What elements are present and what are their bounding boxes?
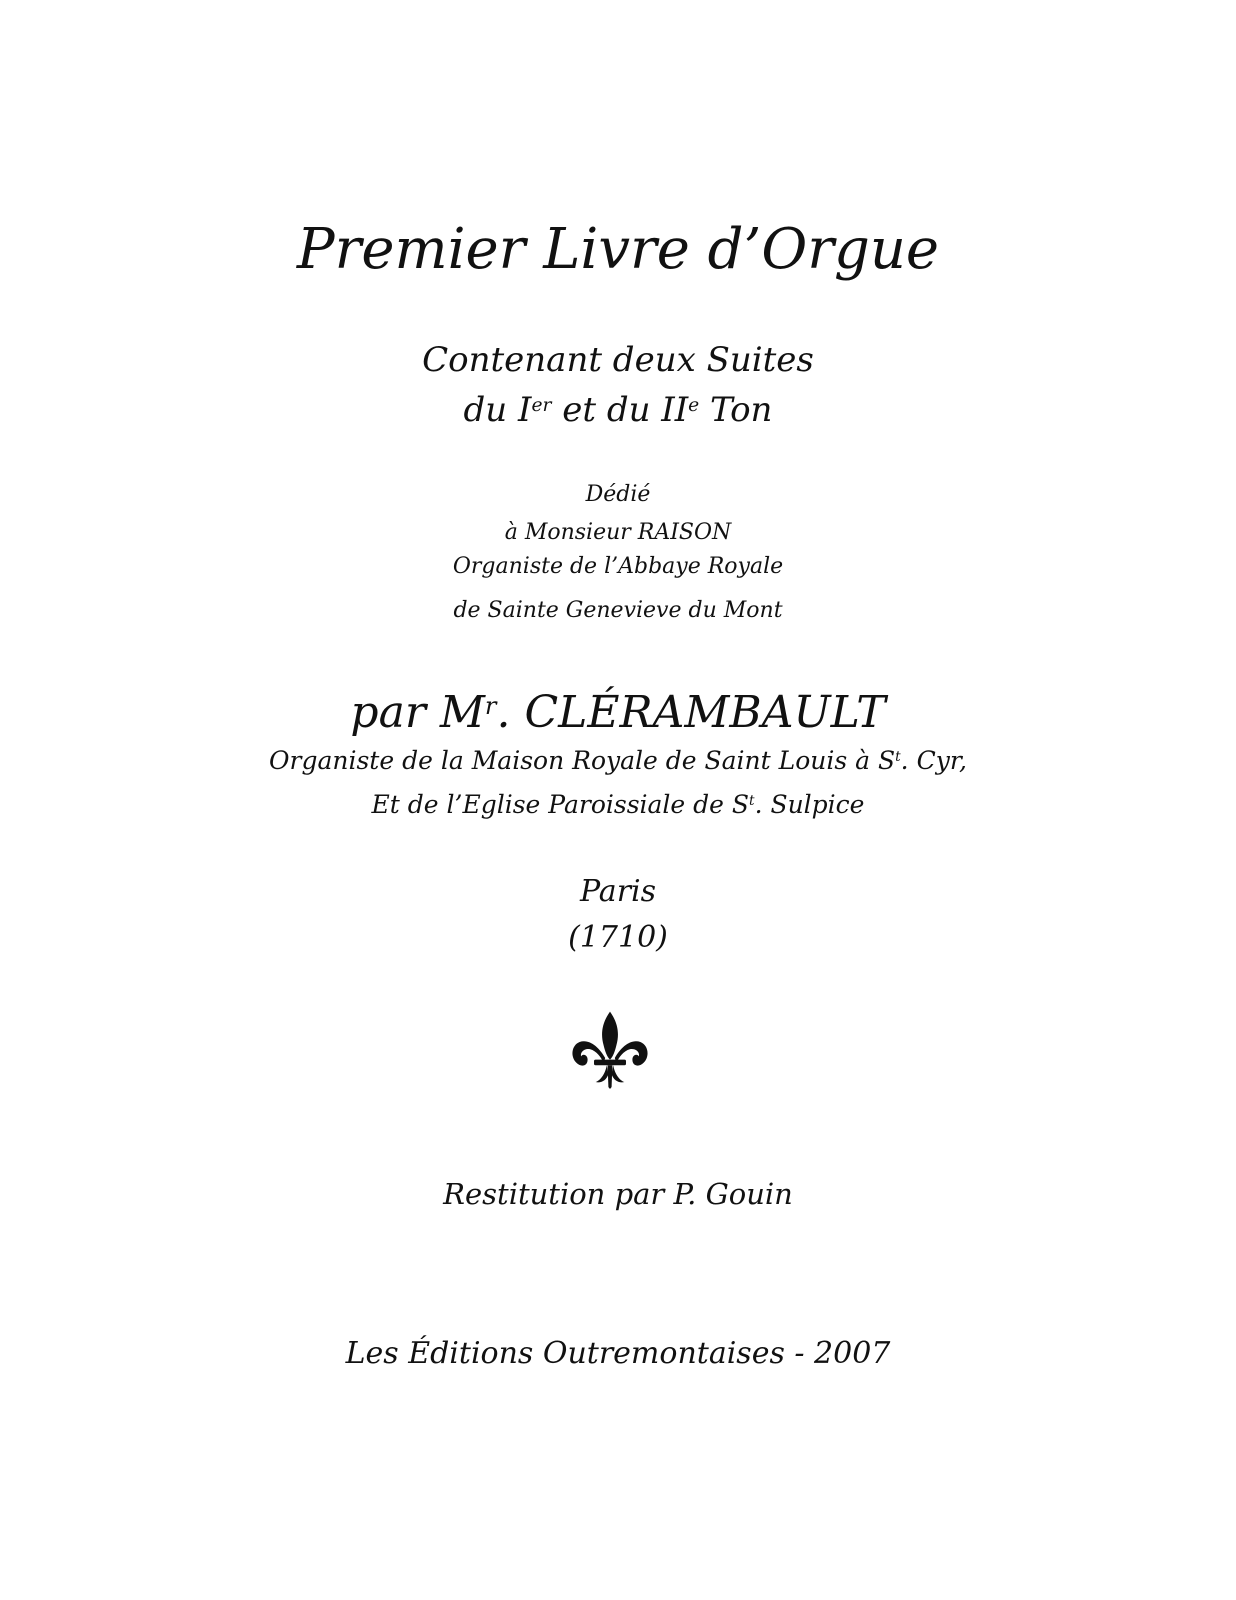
imprint-city: Paris: [579, 874, 657, 909]
restitution-credit: Restitution par P. Gouin: [443, 1177, 793, 1211]
page-title: Premier Livre d’Orgue: [296, 217, 940, 282]
superscript: t: [895, 749, 901, 766]
author-prefix: par M: [350, 687, 485, 738]
subtitle-part: Ton: [699, 390, 773, 430]
affiliation-part: . Cyr,: [900, 746, 967, 775]
affiliation-line-2: [0, 788, 1236, 826]
superscript: er: [531, 394, 552, 416]
affiliation-part: . Sulpice: [754, 790, 865, 819]
dedication-label: Dédié: [585, 482, 651, 507]
author-line: [0, 684, 1236, 748]
affiliation-part: Et de l’Eglise Paroissiale de S: [371, 790, 750, 819]
subtitle-line-1: Contenant deux Suites: [422, 340, 814, 380]
superscript: r: [484, 691, 497, 720]
affiliation-part: Organiste de la Maison Royale de Saint Louis à S: [269, 746, 896, 775]
fleur-de-lis-icon: [570, 1010, 650, 1090]
dedication-recipient: à Monsieur RAISON: [504, 520, 732, 545]
subtitle-line-2: [0, 388, 1236, 438]
subtitle-part: du I: [463, 390, 532, 430]
dedication-place: de Sainte Genevieve du Mont: [453, 598, 783, 623]
imprint-year: (1710): [568, 920, 668, 955]
author-name: . CLÉRAMBAULT: [496, 687, 886, 738]
superscript: e: [688, 394, 700, 416]
dedication-role: Organiste de l’Abbaye Royale: [452, 554, 784, 579]
affiliation-line-1: [0, 744, 1236, 782]
subtitle-part: et du II: [551, 390, 689, 430]
superscript: t: [749, 793, 755, 810]
publisher-line: Les Éditions Outremontaises - 2007: [345, 1336, 891, 1371]
